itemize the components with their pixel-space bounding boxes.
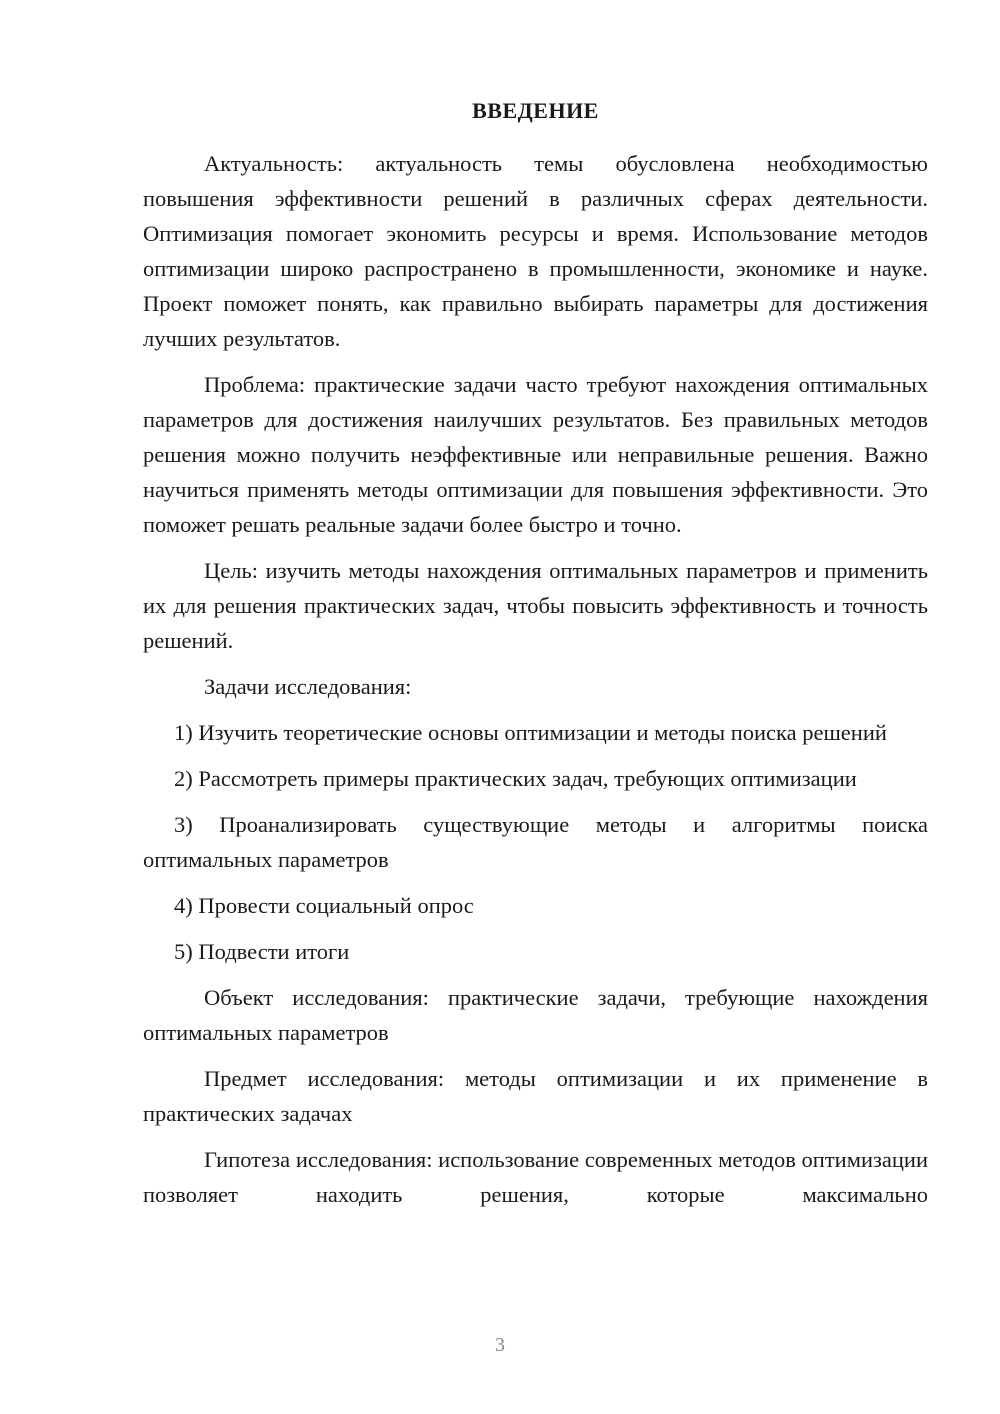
- paragraph-goal: Цель: изучить методы нахождения оптимальных параметров и применить их для решения практических задач, чтобы повысить эффективность и точность решений.: [143, 558, 928, 653]
- task-item-3: 3) Проанализировать существующие методы и алгоритмы поиска оптимальных параметров: [143, 812, 928, 872]
- task-item-5: 5) Подвести итоги: [174, 939, 350, 964]
- paragraph-relevance: Актуальность: актуальность темы обусловлена необходимостью повышения эффективности решений в различных сферах деятельности. Оптимизация помогает экономить ресурсы и время. Использование методов оптимизации широко распространено в промышленности, экономике и науке. Проект поможет понять, как правильно выбирать параметры для достижения лучших результатов.: [143, 151, 928, 351]
- paragraph-hypothesis: Гипотеза исследования: использование современных методов оптимизации позволяет находить решения, которые максимально: [143, 1147, 928, 1207]
- task-item-1: 1) Изучить теоретические основы оптимизации и методы поиска решений: [174, 720, 887, 745]
- document-page: [143, 96, 928, 1223]
- task-item-2: 2) Рассмотреть примеры практических задач, требующих оптимизации: [174, 766, 857, 791]
- paragraph-tasks-heading: Задачи исследования:: [204, 674, 412, 699]
- paragraph-object: Объект исследования: практические задачи, требующие нахождения оптимальных параметров: [143, 985, 928, 1045]
- paragraph-subject: Предмет исследования: методы оптимизации и их применение в практических задачах: [143, 1066, 928, 1126]
- page-title: ВВЕДЕНИЕ: [472, 98, 599, 123]
- task-item-4: 4) Провести социальный опрос: [174, 893, 474, 918]
- paragraph-problem: Проблема: практические задачи часто требуют нахождения оптимальных параметров для достижения наилучших результатов. Без правильных методов решения можно получить неэффективные или неправильные решения. Важно научиться применять методы оптимизации для повышения эффективности. Это поможет решать реальные задачи более быстро и точно.: [143, 372, 928, 537]
- page-number: 3: [495, 1334, 505, 1356]
